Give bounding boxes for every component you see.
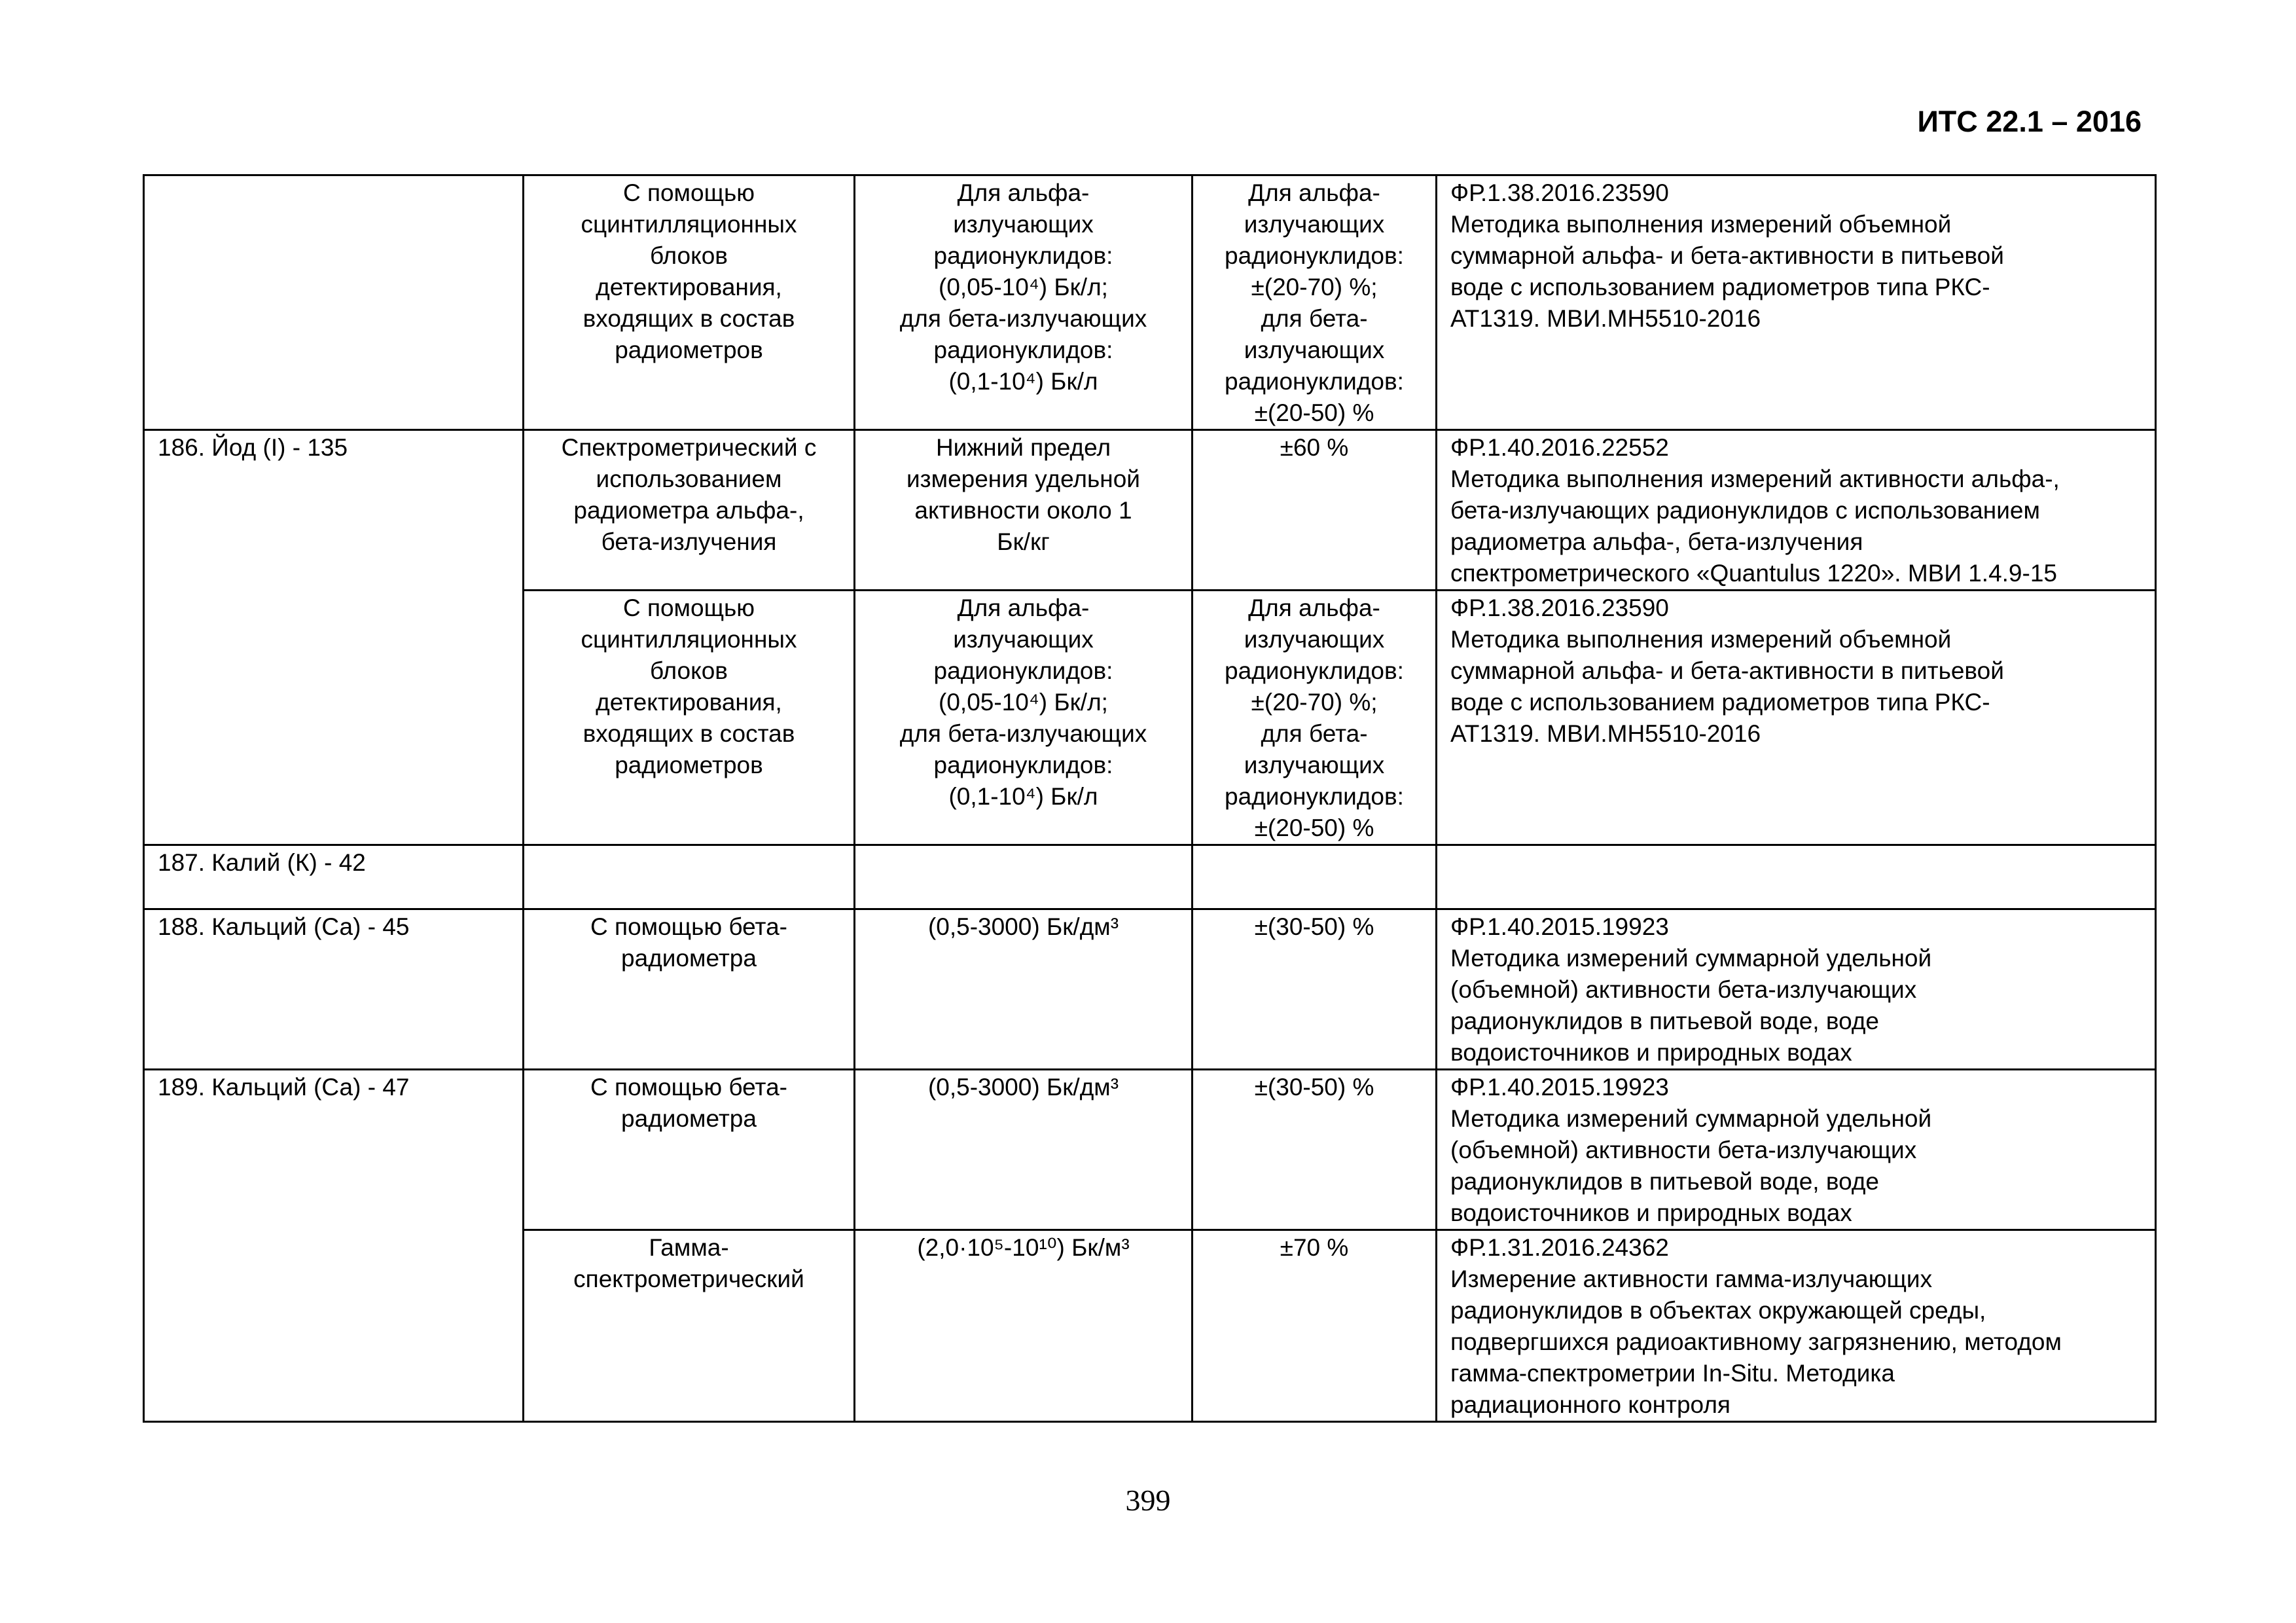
cell-line: воде с использованием радиометров типа РКС-: [1450, 689, 1990, 716]
table-row: [144, 430, 2156, 591]
cell-line: (0,05-10⁴) Бк/л;: [939, 689, 1108, 716]
method-cell: [524, 1230, 855, 1422]
cell-line: спектрометрический: [573, 1266, 804, 1292]
method-cell: [524, 1070, 855, 1230]
cell-line: использованием: [596, 465, 782, 492]
table-row: [144, 175, 2156, 430]
cell-line: излучающих: [1244, 211, 1385, 238]
method-cell: [524, 909, 855, 1070]
range-cell: [855, 1070, 1193, 1230]
cell-line: С помощью бета-: [590, 1074, 787, 1101]
cell-line: (0,5-3000) Бк/дм³: [927, 1074, 1119, 1101]
cell-line: излучающих: [953, 626, 1094, 653]
cell-line: входящих в состав: [583, 720, 795, 747]
cell-line: 186. Йод (I) - 135: [158, 434, 348, 461]
cell-line: (2,0·10⁵-10¹⁰) Бк/м³: [917, 1234, 1130, 1261]
cell-line: Методика выполнения измерений объемной: [1450, 211, 1952, 238]
document-cell: [1437, 845, 2156, 909]
page-number: 399: [1125, 1484, 1171, 1517]
cell-line: С помощью: [622, 179, 755, 206]
cell-line: для бета-: [1261, 305, 1368, 332]
cell-line: (объемной) активности бета-излучающих: [1450, 976, 1917, 1003]
cell-line: бета-излучающих радионуклидов с использованием: [1450, 497, 2040, 524]
document-cell: [1437, 175, 2156, 430]
method-cell: [524, 175, 855, 430]
cell-line: Нижний предел: [935, 434, 1111, 461]
cell-line: (0,05-10⁴) Бк/л;: [939, 274, 1108, 301]
substance-cell: [144, 909, 524, 1070]
cell-line: суммарной альфа- и бета-активности в питьевой: [1450, 242, 2004, 269]
cell-line: Для альфа-: [1248, 179, 1380, 206]
cell-line: Методика выполнения измерений объемной: [1450, 626, 1952, 653]
cell-line: ФР.1.38.2016.23590: [1450, 179, 1669, 206]
cell-line: ±(30-50) %: [1254, 1074, 1374, 1101]
cell-line: ФР.1.31.2016.24362: [1450, 1234, 1669, 1261]
cell-line: АТ1319. МВИ.МН5510-2016: [1450, 305, 1761, 332]
cell-line: радионуклидов:: [933, 657, 1113, 684]
cell-line: радионуклидов в объектах окружающей среды,: [1450, 1297, 1986, 1324]
table-row: [144, 1070, 2156, 1230]
cell-line: ФР.1.40.2015.19923: [1450, 913, 1669, 940]
table-row: [144, 909, 2156, 1070]
cell-line: 189. Кальций (Са) - 47: [158, 1074, 410, 1101]
cell-line: радионуклидов в питьевой воде, воде: [1450, 1168, 1879, 1195]
cell-line: радионуклидов:: [1225, 368, 1404, 395]
cell-line: (0,1-10⁴) Бк/л: [948, 783, 1098, 810]
cell-line: радионуклидов:: [1225, 657, 1404, 684]
cell-line: Для альфа-: [1248, 594, 1380, 621]
cell-line: АТ1319. МВИ.МН5510-2016: [1450, 720, 1761, 747]
cell-line: блоков: [650, 657, 728, 684]
cell-line: радионуклидов:: [1225, 242, 1404, 269]
cell-line: радиометров: [615, 752, 763, 778]
error-cell: [1193, 430, 1437, 591]
cell-line: радионуклидов в питьевой воде, воде: [1450, 1008, 1879, 1034]
cell-line: ±60 %: [1280, 434, 1349, 461]
cell-line: 187. Калий (К) - 42: [158, 849, 366, 876]
method-cell: [524, 845, 855, 909]
cell-line: радиометра альфа-,: [573, 497, 804, 524]
range-cell: [855, 430, 1193, 591]
cell-line: Бк/кг: [997, 528, 1050, 555]
cell-line: С помощью: [622, 594, 755, 621]
cell-line: Спектрометрический с: [561, 434, 817, 461]
cell-line: блоков: [650, 242, 728, 269]
cell-line: измерения удельной: [906, 465, 1140, 492]
cell-line: радиометра: [621, 1105, 757, 1132]
error-cell: [1193, 1230, 1437, 1422]
cell-line: радионуклидов:: [933, 752, 1113, 778]
range-cell: [855, 1230, 1193, 1422]
cell-line: радионуклидов:: [933, 337, 1113, 363]
cell-line: гамма-спектрометрии In-Situ. Методика: [1450, 1360, 1895, 1387]
document-code: ИТС 22.1 – 2016: [1917, 105, 2142, 138]
range-cell: [855, 845, 1193, 909]
cell-line: (0,5-3000) Бк/дм³: [927, 913, 1119, 940]
substance-cell: [144, 1070, 524, 1422]
methods-table: [143, 174, 2157, 1423]
method-cell: [524, 430, 855, 591]
cell-line: Измерение активности гамма-излучающих: [1450, 1266, 1933, 1292]
error-cell: [1193, 845, 1437, 909]
cell-line: ФР.1.38.2016.23590: [1450, 594, 1669, 621]
error-cell: [1193, 591, 1437, 845]
document-cell: [1437, 591, 2156, 845]
cell-line: Методика измерений суммарной удельной: [1450, 1105, 1932, 1132]
cell-line: ±(20-50) %: [1254, 399, 1374, 426]
cell-line: сцинтилляционных: [581, 211, 797, 238]
document-cell: [1437, 909, 2156, 1070]
cell-line: детектирования,: [596, 689, 782, 716]
document-cell: [1437, 1230, 2156, 1422]
cell-line: ±(30-50) %: [1254, 913, 1374, 940]
cell-line: для бета-излучающих: [899, 305, 1147, 332]
table-row: [144, 845, 2156, 909]
error-cell: [1193, 1070, 1437, 1230]
substance-cell: [144, 430, 524, 845]
cell-line: спектрометрического «Quantulus 1220». МВИ 1.4.9-15: [1450, 560, 2057, 587]
range-cell: [855, 175, 1193, 430]
cell-line: подвергшихся радиоактивному загрязнению, методом: [1450, 1328, 2062, 1355]
cell-line: водоисточников и природных водах: [1450, 1039, 1852, 1066]
cell-line: радиометров: [615, 337, 763, 363]
cell-line: ±(20-50) %: [1254, 814, 1374, 841]
cell-line: радиометра: [621, 945, 757, 972]
cell-line: 188. Кальций (Са) - 45: [158, 913, 410, 940]
cell-line: излучающих: [1244, 626, 1385, 653]
cell-line: Методика выполнения измерений активности альфа-,: [1450, 465, 2060, 492]
cell-line: излучающих: [1244, 337, 1385, 363]
cell-line: бета-излучения: [601, 528, 777, 555]
cell-line: излучающих: [953, 211, 1094, 238]
substance-cell: [144, 175, 524, 430]
cell-line: Гамма-: [649, 1234, 729, 1261]
cell-line: ±70 %: [1280, 1234, 1349, 1261]
cell-line: Для альфа-: [957, 594, 1090, 621]
cell-line: детектирования,: [596, 274, 782, 301]
cell-line: активности около 1: [914, 497, 1132, 524]
error-cell: [1193, 909, 1437, 1070]
cell-line: Для альфа-: [957, 179, 1090, 206]
method-cell: [524, 591, 855, 845]
cell-line: радионуклидов:: [933, 242, 1113, 269]
cell-line: радиометра альфа-, бета-излучения: [1450, 528, 1863, 555]
cell-line: ФР.1.40.2015.19923: [1450, 1074, 1669, 1101]
cell-line: сцинтилляционных: [581, 626, 797, 653]
cell-line: суммарной альфа- и бета-активности в питьевой: [1450, 657, 2004, 684]
cell-line: Методика измерений суммарной удельной: [1450, 945, 1932, 972]
substance-cell: [144, 845, 524, 909]
cell-line: ±(20-70) %;: [1251, 274, 1378, 301]
document-cell: [1437, 1070, 2156, 1230]
range-cell: [855, 591, 1193, 845]
cell-line: для бета-излучающих: [899, 720, 1147, 747]
range-cell: [855, 909, 1193, 1070]
cell-line: воде с использованием радиометров типа РКС-: [1450, 274, 1990, 301]
error-cell: [1193, 175, 1437, 430]
cell-line: ±(20-70) %;: [1251, 689, 1378, 716]
cell-line: для бета-: [1261, 720, 1368, 747]
cell-line: ФР.1.40.2016.22552: [1450, 434, 1669, 461]
cell-line: (объемной) активности бета-излучающих: [1450, 1137, 1917, 1163]
cell-line: входящих в состав: [583, 305, 795, 332]
cell-line: радиационного контроля: [1450, 1391, 1731, 1418]
cell-line: (0,1-10⁴) Бк/л: [948, 368, 1098, 395]
cell-line: С помощью бета-: [590, 913, 787, 940]
cell-line: радионуклидов:: [1225, 783, 1404, 810]
cell-line: водоисточников и природных водах: [1450, 1199, 1852, 1226]
document-cell: [1437, 430, 2156, 591]
cell-line: излучающих: [1244, 752, 1385, 778]
